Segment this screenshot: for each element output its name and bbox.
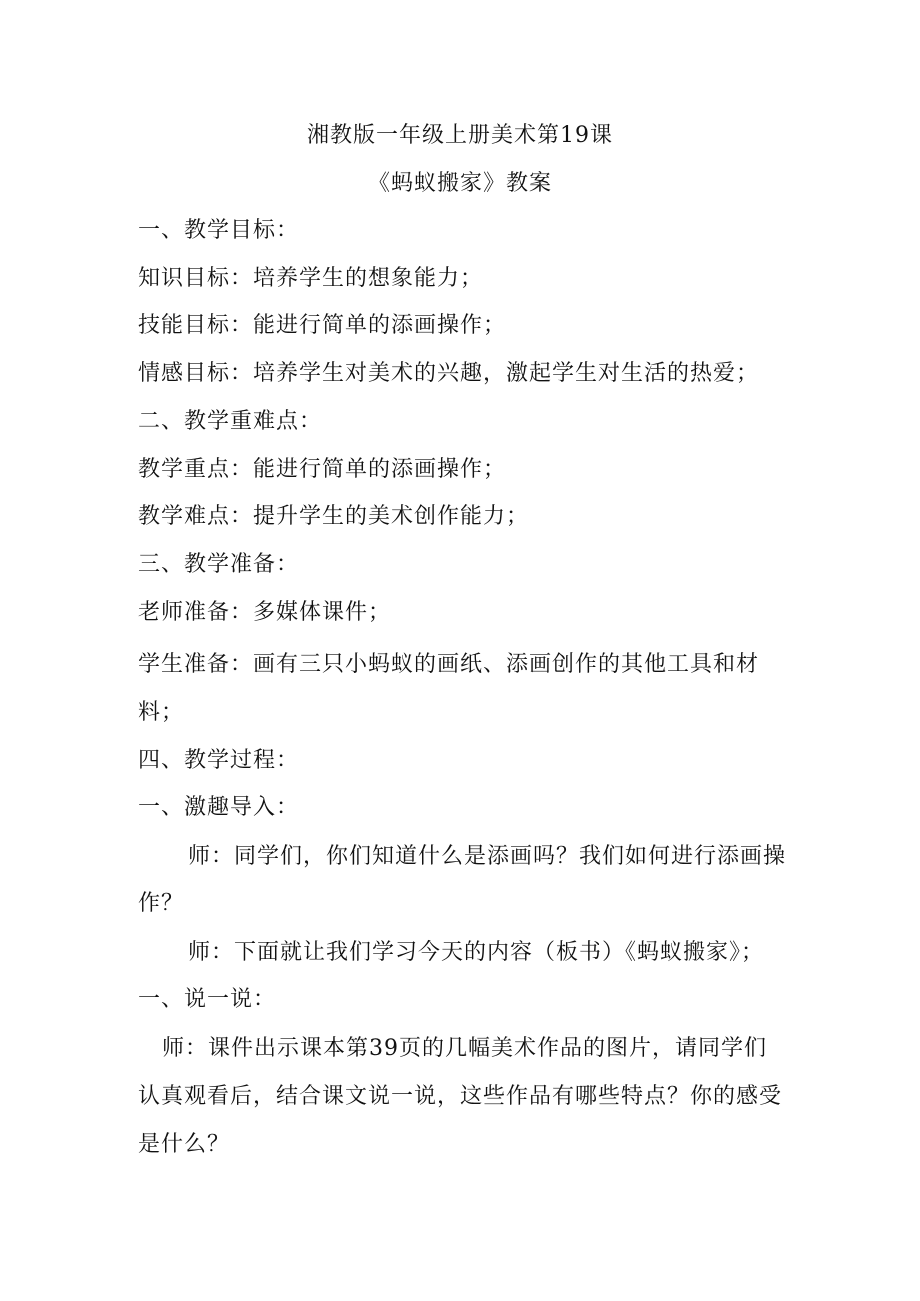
paragraph-skill-objective: 技能目标：能进行简单的添画操作； <box>138 313 507 338</box>
paragraph-teacher-question: 师：同学们，你们知道什么是添画吗？我们如何进行添画操 <box>188 844 787 869</box>
paragraph-student-preparation-cont: 料； <box>138 700 185 725</box>
sub-heading-discussion: 一、说一说： <box>138 987 277 1012</box>
paragraph-knowledge-objective: 知识目标：培养学生的想象能力； <box>138 266 484 291</box>
paragraph-student-preparation: 学生准备：画有三只小蚂蚁的画纸、添画创作的其他工具和材 <box>138 652 760 677</box>
sub-heading-introduction: 一、激趣导入： <box>138 795 300 820</box>
paragraph-teacher-preparation: 老师准备：多媒体课件； <box>138 600 392 625</box>
section-heading-preparation: 三、教学准备： <box>138 552 300 577</box>
section-heading-process: 四、教学过程： <box>138 748 300 773</box>
paragraph-teacher-intro: 师：下面就让我们学习今天的内容（板书）《蚂蚁搬家》； <box>188 940 765 965</box>
section-heading-key-points: 二、教学重难点： <box>138 409 323 434</box>
document-title: 湘教版一年级上册美术第19课 <box>307 123 613 148</box>
paragraph-discussion-cont: 认真观看后，结合课文说一说，这些作品有哪些特点？你的感受 <box>138 1084 783 1109</box>
document-subtitle: 《蚂蚁搬家》教案 <box>367 171 552 196</box>
paragraph-discussion: 师：课件出示课本第39页的几幅美术作品的图片，请同学们 <box>162 1036 767 1061</box>
paragraph-discussion-end: 是什么？ <box>138 1132 231 1157</box>
paragraph-teacher-question-cont: 作？ <box>138 891 185 916</box>
paragraph-key-point: 教学重点：能进行简单的添画操作； <box>138 457 507 482</box>
paragraph-difficult-point: 教学难点：提升学生的美术创作能力； <box>138 504 530 529</box>
paragraph-emotion-objective: 情感目标：培养学生对美术的兴趣，激起学生对生活的热爱； <box>138 361 760 386</box>
section-heading-objectives: 一、教学目标： <box>138 218 300 243</box>
